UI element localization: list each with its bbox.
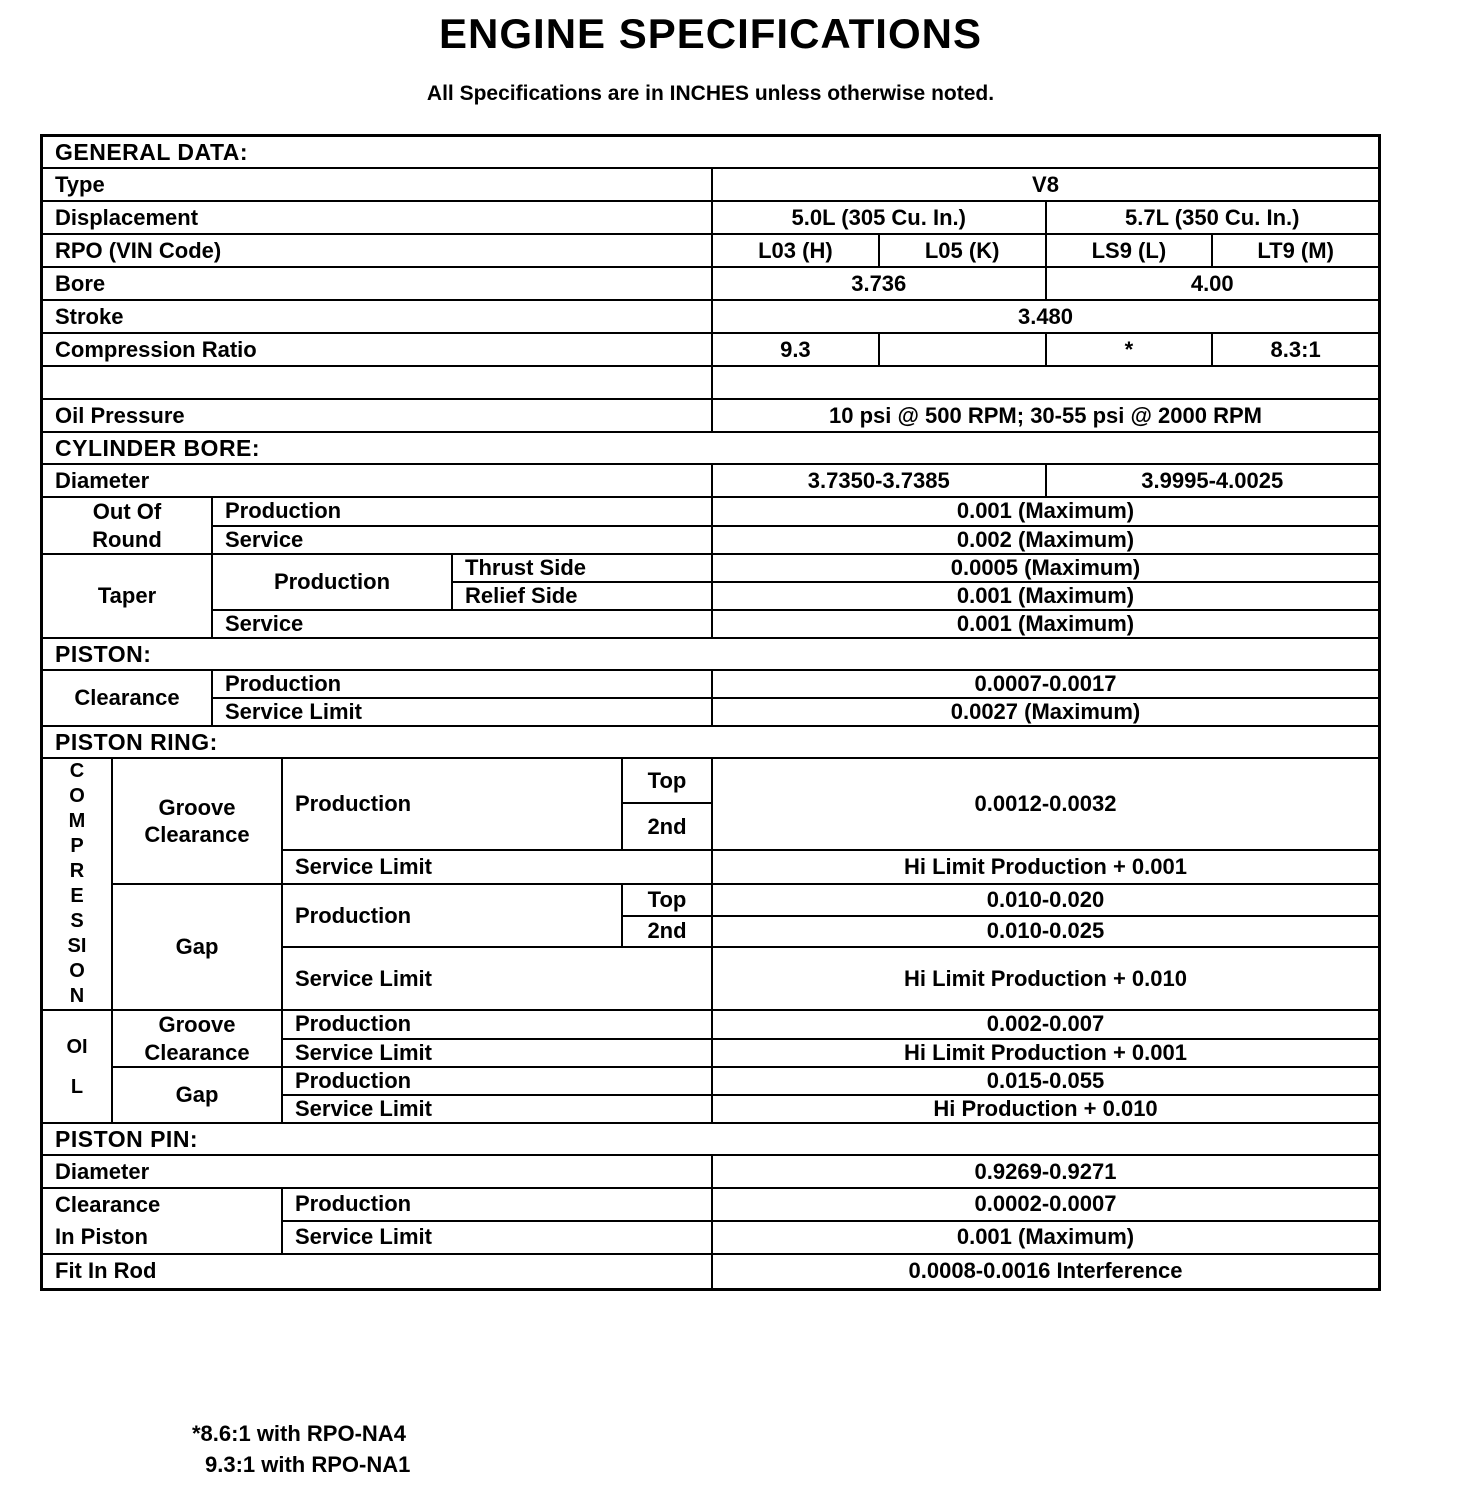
compression-ratio-l03: 9.3 — [713, 334, 880, 365]
groove-line: Groove — [158, 1012, 236, 1037]
type-label: Type — [43, 169, 713, 200]
row-pin-diameter — [43, 1156, 1378, 1189]
compression-ratio-ls9: * — [1047, 334, 1214, 365]
comp-gap-service-limit-value: Hi Limit Production + 0.010 — [903, 965, 1187, 991]
comp-groove-top-label: Top — [623, 759, 711, 804]
bore-diameter-350: 3.9995-4.0025 — [1141, 467, 1284, 493]
row-rpo — [43, 235, 1378, 268]
bore-diameter-305: 3.7350-3.7385 — [713, 465, 1047, 496]
pin-service-limit-label: Service Limit — [283, 1222, 713, 1253]
taper-relief-value: 0.001 (Maximum) — [956, 583, 1135, 608]
piston-clearance-label: Clearance — [43, 671, 213, 725]
rpo-label: RPO (VIN Code) — [43, 235, 713, 266]
row-displacement — [43, 202, 1378, 235]
comp-groove-top-2nd — [623, 759, 713, 849]
blank-value-cell — [713, 367, 1378, 398]
pin-clearance-label — [43, 1189, 283, 1253]
taper-service-value: 0.001 (Maximum) — [956, 611, 1135, 636]
pin-clearance-line2: In Piston — [55, 1223, 148, 1249]
oil-gap-production-label: Production — [283, 1068, 713, 1094]
pin-production-value: 0.0002-0.0007 — [974, 1191, 1117, 1217]
rpo-l05: L05 (K) — [880, 235, 1047, 266]
oil-vertical-text: OIL — [66, 1035, 88, 1098]
oil-groove-clearance-block — [113, 1011, 1378, 1068]
out-of-round-label — [43, 498, 213, 553]
section-header-cylinder-bore — [43, 433, 1378, 465]
displacement-5.0l: 5.0L (305 Cu. In.) — [713, 202, 1047, 233]
oil-gap-label: Gap — [113, 1068, 283, 1122]
pin-production-label: Production — [283, 1189, 713, 1220]
comp-groove-clearance-label — [113, 759, 283, 883]
footnotes — [192, 1418, 410, 1480]
oil-gap-service-limit-label: Service Limit — [283, 1096, 713, 1122]
block-compression-rings — [43, 759, 1378, 1011]
spec-table — [40, 134, 1381, 1291]
comp-groove-2nd-label: 2nd — [647, 813, 687, 839]
compression-ratio-lt9: 8.3:1 — [1270, 336, 1321, 362]
displacement-label: Displacement — [43, 202, 713, 233]
rpo-ls9: LS9 (L) — [1047, 235, 1214, 266]
row-fit-in-rod — [43, 1255, 1378, 1288]
oil-groove-production-label: Production — [283, 1011, 713, 1038]
general-data-header: GENERAL DATA: — [55, 138, 249, 165]
piston-service-limit-label: Service Limit — [213, 699, 713, 725]
compression-vertical-text: COMPRESSION — [67, 760, 87, 1007]
oil-vertical-label — [43, 1011, 113, 1122]
row-blank — [43, 367, 1378, 400]
oil-gap-production-value: 0.015-0.055 — [986, 1068, 1105, 1093]
comp-gap-top-label: Top — [623, 885, 713, 915]
pin-service-limit-value: 0.001 (Maximum) — [956, 1224, 1135, 1250]
clearance-line: Clearance — [144, 1039, 250, 1065]
section-header-piston-pin — [43, 1124, 1378, 1156]
out-of-round-production-value: 0.001 (Maximum) — [956, 498, 1135, 524]
thrust-side-label: Thrust Side — [453, 555, 713, 581]
compression-ratio-l05 — [880, 334, 1047, 365]
oil-groove-clearance-label — [113, 1011, 283, 1066]
row-bore-diameter — [43, 465, 1378, 498]
taper-label: Taper — [43, 555, 213, 637]
displacement-5.7l: 5.7L (350 Cu. In.) — [1125, 204, 1300, 230]
comp-groove-service-limit-value: Hi Limit Production + 0.001 — [903, 854, 1187, 879]
rpo-lt9: LT9 (M) — [1257, 237, 1334, 263]
comp-gap-block — [113, 885, 1378, 1009]
bore-values — [713, 268, 1378, 299]
taper-service-label: Service — [213, 611, 713, 637]
compression-ratio-label: Compression Ratio — [43, 334, 713, 365]
fit-in-rod-value: 0.0008-0.0016 Interference — [908, 1258, 1183, 1284]
footnote-line1: *8.6:1 with RPO-NA4 — [192, 1421, 406, 1446]
stroke-label: Stroke — [43, 301, 713, 332]
out-of-round-line2: Round — [92, 526, 162, 552]
row-oil-pressure — [43, 400, 1378, 433]
piston-header: PISTON: — [55, 640, 152, 667]
oil-groove-production-value: 0.002-0.007 — [986, 1011, 1105, 1037]
fit-in-rod-label: Fit In Rod — [43, 1255, 713, 1288]
bore-350: 4.00 — [1190, 270, 1234, 296]
displacement-values — [713, 202, 1378, 233]
oil-gap-block — [113, 1068, 1378, 1122]
bore-diameter-values — [713, 465, 1378, 496]
rpo-l03: L03 (H) — [713, 235, 880, 266]
rpo-values — [713, 235, 1378, 266]
comp-groove-clearance-block — [113, 759, 1378, 885]
oil-pressure-value: 10 psi @ 500 RPM; 30-55 psi @ 2000 RPM — [829, 402, 1262, 428]
piston-pin-header: PISTON PIN: — [55, 1125, 199, 1152]
row-compression-ratio — [43, 334, 1378, 367]
pin-clearance-line1: Clearance — [55, 1192, 161, 1217]
oil-gap-service-limit-value: Hi Production + 0.010 — [933, 1096, 1158, 1121]
piston-ring-header: PISTON RING: — [55, 728, 218, 755]
relief-side-label: Relief Side — [453, 583, 713, 609]
comp-gap-label: Gap — [113, 885, 283, 1009]
taper-production-label: Production — [213, 555, 453, 609]
cylinder-bore-header: CYLINDER BORE: — [55, 434, 261, 461]
groove-line: Groove — [158, 794, 236, 820]
blank-label-cell — [43, 367, 713, 398]
out-of-round-service-value: 0.002 (Maximum) — [956, 526, 1135, 552]
oil-groove-service-limit-label: Service Limit — [283, 1040, 713, 1067]
block-pin-clearance — [43, 1189, 1378, 1255]
footnote-line2: 9.3:1 with RPO-NA1 — [205, 1452, 411, 1477]
section-header-piston — [43, 639, 1378, 671]
page-title: ENGINE SPECIFICATIONS — [439, 10, 982, 57]
section-header-piston-ring — [43, 727, 1378, 759]
compression-vertical-label — [43, 759, 113, 1009]
pin-diameter-value: 0.9269-0.9271 — [974, 1158, 1117, 1184]
comp-gap-2nd-value: 0.010-0.025 — [986, 918, 1105, 944]
comp-groove-production-label: Production — [283, 759, 623, 849]
type-value: V8 — [1032, 171, 1059, 197]
clearance-line: Clearance — [144, 822, 250, 847]
block-out-of-round — [43, 498, 1378, 555]
oil-pressure-label: Oil Pressure — [43, 400, 713, 431]
piston-production-value: 0.0007-0.0017 — [974, 671, 1117, 696]
comp-gap-production-label: Production — [283, 885, 623, 946]
page-subtitle: All Specifications are in INCHES unless otherwise noted. — [426, 82, 995, 105]
pin-diameter-label: Diameter — [43, 1156, 713, 1187]
bore-label: Bore — [43, 268, 713, 299]
compression-ratio-values — [713, 334, 1378, 365]
block-piston-clearance — [43, 671, 1378, 727]
taper-thrust-value: 0.0005 (Maximum) — [950, 555, 1141, 580]
bore-diameter-label: Diameter — [43, 465, 713, 496]
out-of-round-production-label: Production — [213, 498, 713, 525]
block-oil-rings — [43, 1011, 1378, 1124]
comp-groove-production-value: 0.0012-0.0032 — [974, 791, 1117, 816]
oil-groove-service-limit-value: Hi Limit Production + 0.001 — [903, 1039, 1187, 1065]
piston-service-limit-value: 0.0027 (Maximum) — [950, 699, 1141, 724]
out-of-round-service-label: Service — [213, 527, 713, 554]
comp-gap-top-value: 0.010-0.020 — [986, 886, 1105, 912]
piston-production-label: Production — [213, 671, 713, 697]
bore-305: 3.736 — [713, 268, 1047, 299]
row-type — [43, 169, 1378, 202]
comp-groove-service-limit-label: Service Limit — [283, 851, 713, 883]
comp-gap-service-limit-label: Service Limit — [283, 948, 713, 1009]
row-stroke — [43, 301, 1378, 334]
out-of-round-line1: Out Of — [92, 499, 162, 524]
comp-gap-2nd-label: 2nd — [623, 917, 713, 947]
section-header-general-data — [43, 137, 1378, 169]
stroke-value: 3.480 — [1017, 303, 1074, 329]
block-taper — [43, 555, 1378, 639]
row-bore — [43, 268, 1378, 301]
